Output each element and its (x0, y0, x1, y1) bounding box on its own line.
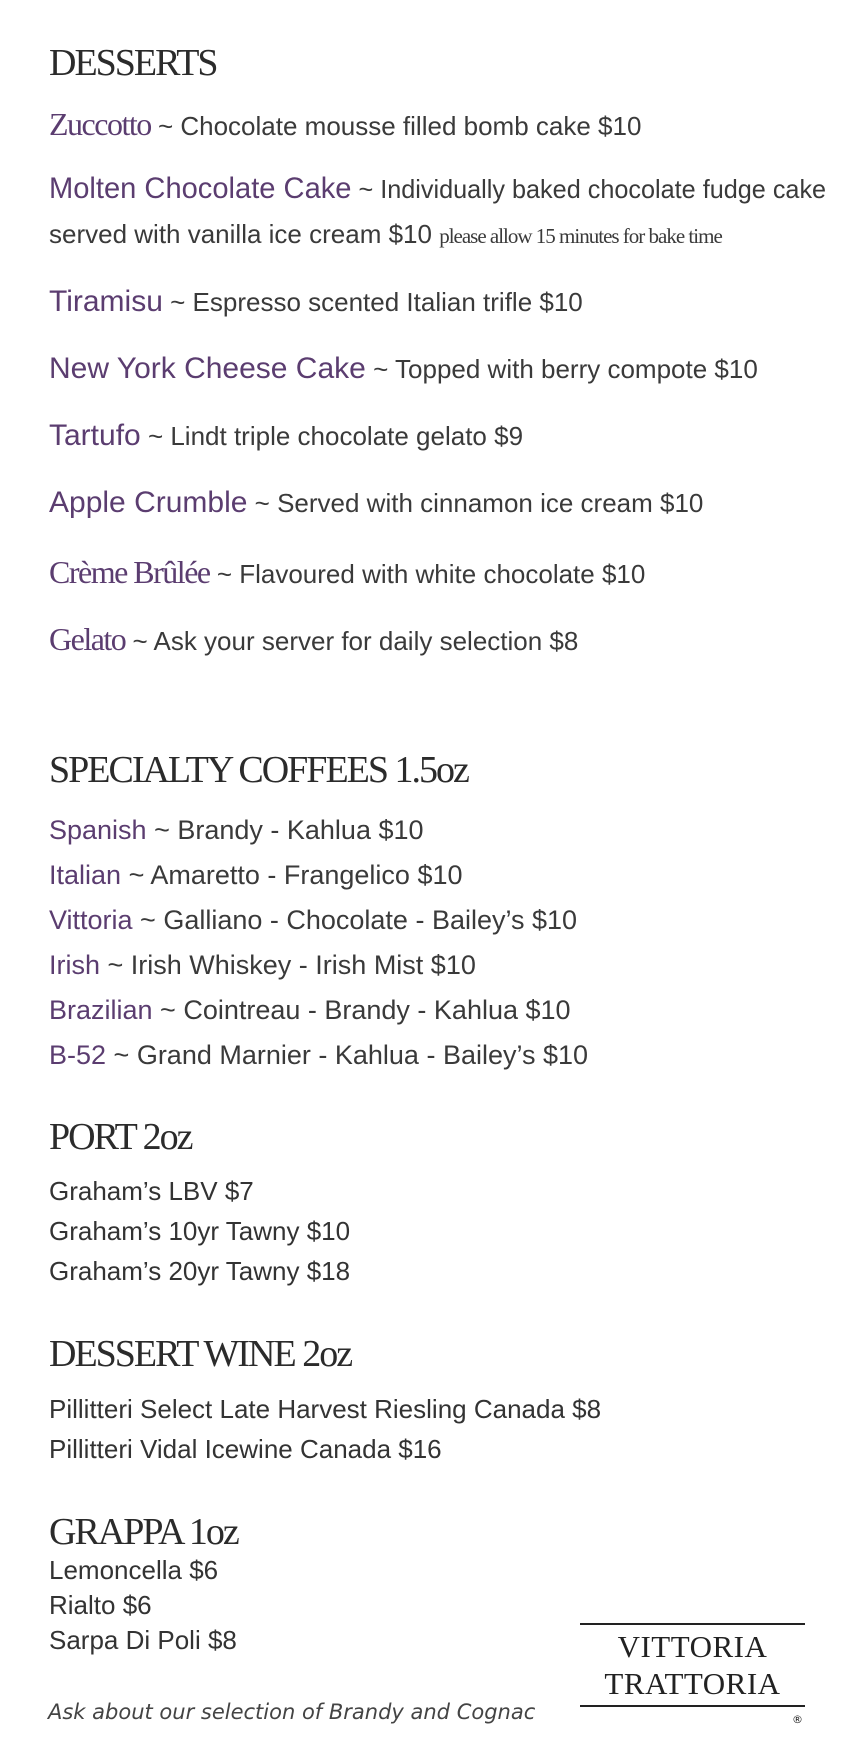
brandy-cognac-note: Ask about our selection of Brandy and Cognac (48, 1700, 536, 1724)
dessert-wine-heading: DESSERT WINE 2oz (49, 1333, 352, 1375)
dessert-desc: ~ Chocolate mousse filled bomb cake $10 (150, 111, 642, 141)
dessert-item-new-york-cheese-cake (49, 352, 758, 387)
coffee-desc: ~ Galliano - Chocolate - Bailey’s $10 (132, 905, 578, 935)
dessert-desc: ~ Individually baked chocolate fudge cake (351, 174, 827, 204)
coffee-name: Irish (49, 950, 101, 980)
coffee-desc: ~ Grand Marnier - Kahlua - Bailey’s $10 (106, 1040, 589, 1070)
dessert-wine-item: Pillitteri Vidal Icewine Canada $16 (49, 1434, 442, 1464)
port-item: Graham’s 20yr Tawny $18 (49, 1256, 351, 1286)
dessert-item-molten-chocolate-cake (49, 172, 826, 207)
logo-line-2: TRATTORIA (604, 1666, 781, 1701)
dessert-desc: ~ Served with cinnamon ice cream $10 (247, 488, 704, 518)
dessert-name: Apple Crumble (49, 486, 248, 519)
coffee-desc: ~ Irish Whiskey - Irish Mist $10 (100, 950, 476, 980)
dessert-wine-item: Pillitteri Select Late Harvest Riesling Canada $8 (49, 1394, 602, 1424)
coffee-name: Italian (49, 860, 122, 890)
coffee-name: Vittoria (49, 905, 133, 935)
coffee-desc: ~ Cointreau - Brandy - Kahlua $10 (152, 995, 571, 1025)
coffee-item-irish (49, 950, 476, 981)
coffees-heading: SPECIALTY COFFEES 1.5oz (49, 749, 468, 791)
dessert-desc: ~ Espresso scented Italian trifle $10 (162, 287, 583, 317)
coffee-desc: ~ Brandy - Kahlua $10 (146, 815, 424, 845)
desserts-heading: DESSERTS (49, 42, 217, 84)
dessert-item-zuccotto (49, 106, 641, 143)
grappa-item: Lemoncella $6 (49, 1555, 219, 1585)
grappa-item: Rialto $6 (49, 1590, 152, 1620)
dessert-item-tartufo (49, 419, 523, 454)
port-item: Graham’s 10yr Tawny $10 (49, 1216, 351, 1246)
coffee-desc: ~ Amaretto - Frangelico $10 (121, 860, 463, 890)
dessert-name: Gelato (49, 621, 126, 657)
dessert-name: Tiramisu (49, 285, 163, 318)
coffee-item-italian (49, 860, 463, 891)
logo-line-1: VITTORIA (617, 1629, 768, 1664)
dessert-desc-continued: served with vanilla ice cream $10 (49, 219, 440, 249)
dessert-item-tiramisu (49, 285, 583, 320)
grappa-heading: GRAPPA 1oz (49, 1511, 238, 1553)
dessert-name: Molten Chocolate Cake (49, 172, 352, 205)
coffee-item-vittoria (49, 905, 577, 936)
dessert-desc: ~ Flavoured with white chocolate $10 (209, 559, 646, 589)
coffee-item-b52 (49, 1040, 588, 1071)
dessert-name: Tartufo (49, 419, 141, 452)
logo-bottom-rule (580, 1705, 805, 1707)
coffee-name: Brazilian (49, 995, 153, 1025)
coffee-name: Spanish (49, 815, 147, 845)
dessert-item-molten-chocolate-cake-line2 (49, 220, 722, 250)
coffee-name: B-52 (49, 1040, 107, 1070)
dessert-item-gelato (49, 621, 578, 658)
port-item: Graham’s LBV $7 (49, 1176, 254, 1206)
grappa-item: Sarpa Di Poli $8 (49, 1625, 237, 1655)
dessert-desc: ~ Ask your server for daily selection $8 (125, 626, 579, 656)
dessert-desc: ~ Topped with berry compote $10 (365, 354, 758, 384)
coffee-item-brazilian (49, 995, 571, 1026)
bake-time-note: please allow 15 minutes for bake time (439, 224, 722, 248)
dessert-item-apple-crumble (49, 486, 703, 521)
dessert-name: Zuccotto (49, 106, 151, 142)
coffee-item-spanish (49, 815, 424, 846)
dessert-name: Crème Brûlée (49, 554, 210, 590)
logo-top-rule (580, 1623, 805, 1625)
registered-mark: ® (792, 1713, 803, 1726)
vittoria-trattoria-logo (580, 1623, 805, 1726)
dessert-item-creme-brulee (49, 554, 645, 591)
port-heading: PORT 2oz (49, 1116, 192, 1158)
dessert-name: New York Cheese Cake (49, 352, 366, 385)
dessert-desc: ~ Lindt triple chocolate gelato $9 (140, 421, 524, 451)
